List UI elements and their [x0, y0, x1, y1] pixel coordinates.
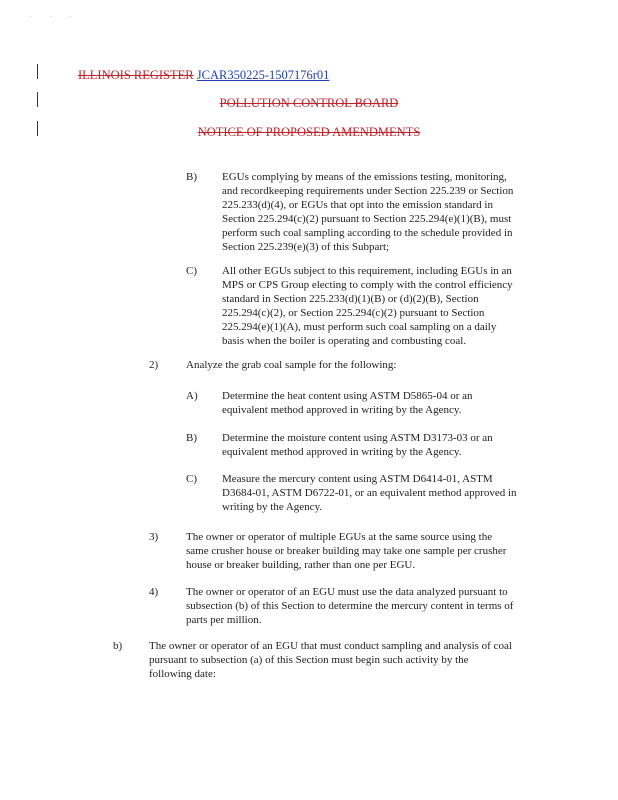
item-line: The owner or operator of an EGU that must conduct sampling and analysis of coal — [149, 640, 512, 652]
item-label: B) — [186, 432, 197, 444]
item-label: A) — [186, 390, 198, 402]
item-line: 225.294(e)(1)(A), must perform such coal sampling on a daily — [222, 321, 497, 333]
notice-title-struck: NOTICE OF PROPOSED AMENDMENTS — [197, 125, 421, 139]
register-header — [78, 68, 329, 83]
item-line: Measure the mercury content using ASTM D6414-01, ASTM — [222, 473, 493, 485]
item-line: and recordkeeping requirements under Section 225.239 or Section — [222, 185, 514, 197]
item-line: standard in Section 225.233(d)(1)(B) or (d)(2)(B), Section — [222, 293, 479, 305]
item-label: B) — [186, 171, 197, 183]
item-label: C) — [186, 265, 197, 277]
item-line: The owner or operator of an EGU must use the data analyzed pursuant to — [186, 586, 508, 598]
board-title-struck: POLLUTION CONTROL BOARD — [219, 96, 399, 110]
item-line: 225.233(d)(4), or EGUs that opt into the emission standard in — [222, 199, 493, 211]
item-label: 4) — [149, 586, 159, 598]
item-line: The owner or operator of multiple EGUs at the same source using the — [186, 531, 493, 543]
item-line: perform such coal sampling according to the schedule provided in — [222, 227, 513, 239]
item-line: All other EGUs subject to this requirement, including EGUs in an — [222, 265, 512, 277]
item-line: 225.294(c)(2), or Section 225.294(c)(2) pursuant to Section — [222, 307, 485, 319]
item-label: 2) — [149, 359, 159, 371]
item-label: 3) — [149, 531, 159, 543]
item-line: Determine the moisture content using ASTM D3173-03 or an — [222, 432, 493, 444]
item-line: subsection (b) of this Section to determine the mercury content in terms of — [186, 600, 514, 612]
scan-specks: · · · — [30, 14, 80, 21]
item-label: C) — [186, 473, 197, 485]
item-line: EGUs complying by means of the emissions testing, monitoring, — [222, 171, 507, 183]
item-line: following date: — [149, 668, 216, 680]
item-line: Section 225.239(e)(3) of this Subpart; — [222, 241, 390, 253]
register-title-struck: ILLINOIS REGISTER — [78, 68, 194, 82]
board-header — [0, 96, 618, 111]
item-line: writing by the Agency. — [222, 501, 323, 513]
item-line: Analyze the grab coal sample for the following: — [186, 359, 397, 371]
item-line: Section 225.294(c)(2) pursuant to Section 225.294(e)(1)(B), must — [222, 213, 512, 225]
item-line: parts per million. — [186, 614, 262, 626]
item-line: pursuant to subsection (a) of this Section must begin such activity by the — [149, 654, 469, 666]
notice-header — [0, 125, 618, 140]
item-line: house or breaker building, rather than one per EGU. — [186, 559, 416, 571]
item-line: MPS or CPS Group electing to comply with the control efficiency — [222, 279, 513, 291]
jcar-reference: JCAR350225-1507176r01 — [196, 68, 330, 82]
item-label: b) — [113, 640, 123, 652]
item-line: Determine the heat content using ASTM D5865-04 or an — [222, 390, 473, 402]
item-line: D3684-01, ASTM D6722-01, or an equivalent method approved in — [222, 487, 517, 499]
item-line: same crusher house or breaker building may take one sample per crusher — [186, 545, 507, 557]
item-line: equivalent method approved in writing by the Agency. — [222, 404, 462, 416]
item-line: basis when the boiler is operating and combusting coal. — [222, 335, 467, 347]
item-line: equivalent method approved in writing by the Agency. — [222, 446, 462, 458]
revision-bar — [37, 64, 38, 79]
